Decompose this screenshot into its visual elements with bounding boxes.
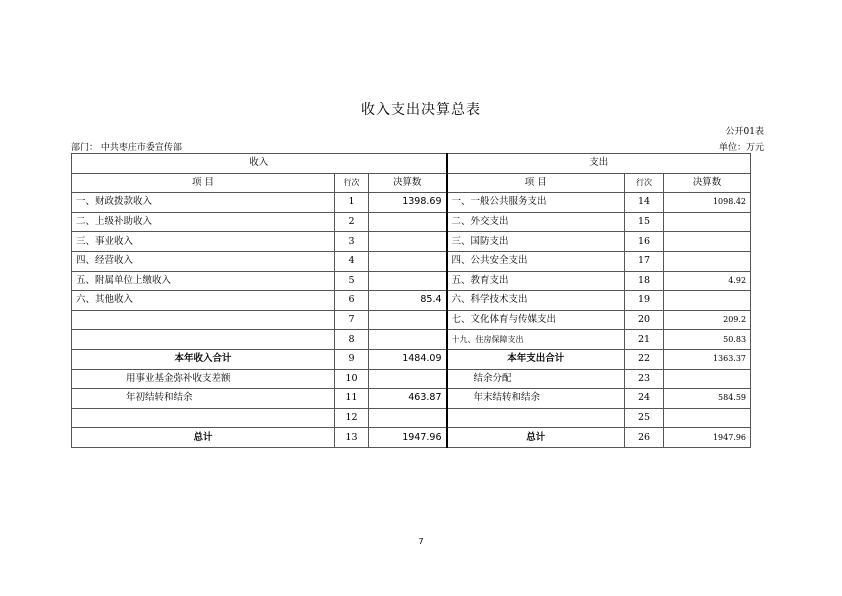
income-line: 13 — [335, 428, 369, 448]
income-total-label: 总计 — [72, 428, 335, 448]
expense-amount — [664, 251, 751, 271]
table-row — [72, 251, 751, 271]
expense-header: 支出 — [447, 154, 751, 174]
table-row — [72, 232, 751, 252]
income-line-header: 行次 — [335, 173, 369, 193]
income-item: 年初结转和结余 — [72, 389, 335, 409]
expense-line: 25 — [625, 408, 664, 428]
document-title: 收入支出决算总表 — [361, 102, 481, 118]
income-item: 五、附属单位上缴收入 — [72, 271, 335, 291]
income-amount — [369, 310, 447, 330]
expense-total-amount: 1947.96 — [664, 428, 751, 448]
income-item: 二、上级补助收入 — [72, 212, 335, 232]
expense-item: 四、公共安全支出 — [447, 251, 625, 271]
income-amount — [369, 251, 447, 271]
expense-item: 三、国防支出 — [447, 232, 625, 252]
expense-item: 五、教育支出 — [447, 271, 625, 291]
income-item — [72, 310, 335, 330]
income-item-header: 项 目 — [72, 173, 335, 193]
expense-subtotal-label: 本年支出合计 — [447, 349, 625, 369]
form-number: 公开01表 — [725, 127, 764, 137]
expense-line-header: 行次 — [625, 173, 664, 193]
table-row — [72, 310, 751, 330]
expense-item: 结余分配 — [447, 369, 625, 389]
expense-amount — [664, 232, 751, 252]
income-expense-table — [71, 153, 751, 448]
income-line: 3 — [335, 232, 369, 252]
table-row — [72, 193, 751, 213]
income-line: 4 — [335, 251, 369, 271]
expense-line: 18 — [625, 271, 664, 291]
expense-item: 十九、住房保障支出 — [447, 330, 625, 350]
income-subtotal-label: 本年收入合计 — [72, 349, 335, 369]
income-line: 11 — [335, 389, 369, 409]
income-amount — [369, 330, 447, 350]
income-amount — [369, 212, 447, 232]
expense-line: 21 — [625, 330, 664, 350]
expense-line: 16 — [625, 232, 664, 252]
expense-amount — [664, 291, 751, 311]
table-row — [72, 428, 751, 448]
table-row — [72, 389, 751, 409]
income-line: 1 — [335, 193, 369, 213]
expense-subtotal-amount: 1363.37 — [664, 349, 751, 369]
income-item: 一、财政拨款收入 — [72, 193, 335, 213]
income-line: 5 — [335, 271, 369, 291]
expense-line: 19 — [625, 291, 664, 311]
department-label: 部门： 中共枣庄市委宣传部 — [71, 143, 182, 153]
income-line: 9 — [335, 349, 369, 369]
income-amount — [369, 408, 447, 428]
expense-amount — [664, 408, 751, 428]
expense-total-label: 总计 — [447, 428, 625, 448]
income-item — [72, 408, 335, 428]
income-line: 12 — [335, 408, 369, 428]
expense-amount — [664, 369, 751, 389]
expense-item: 一、一般公共服务支出 — [447, 193, 625, 213]
expense-amount: 1098.42 — [664, 193, 751, 213]
table-row — [72, 349, 751, 369]
income-item: 六、其他收入 — [72, 291, 335, 311]
income-line: 10 — [335, 369, 369, 389]
expense-line: 22 — [625, 349, 664, 369]
income-item: 三、事业收入 — [72, 232, 335, 252]
expense-line: 23 — [625, 369, 664, 389]
income-line: 2 — [335, 212, 369, 232]
income-item: 四、经营收入 — [72, 251, 335, 271]
expense-line: 20 — [625, 310, 664, 330]
table-row — [72, 212, 751, 232]
income-amount-header: 决算数 — [369, 173, 447, 193]
expense-item — [447, 408, 625, 428]
table-section-header — [72, 154, 751, 174]
table-row — [72, 369, 751, 389]
unit-label: 单位：万元 — [718, 143, 764, 153]
income-total-amount: 1947.96 — [369, 428, 447, 448]
expense-item: 二、外交支出 — [447, 212, 625, 232]
page-number: 7 — [418, 537, 424, 546]
income-amount: 463.87 — [369, 389, 447, 409]
expense-line: 15 — [625, 212, 664, 232]
expense-item: 年末结转和结余 — [447, 389, 625, 409]
income-item — [72, 330, 335, 350]
table-row — [72, 271, 751, 291]
table-row — [72, 330, 751, 350]
expense-amount: 50.83 — [664, 330, 751, 350]
table-row — [72, 291, 751, 311]
income-line: 8 — [335, 330, 369, 350]
income-amount: 85.4 — [369, 291, 447, 311]
expense-line: 24 — [625, 389, 664, 409]
income-item: 用事业基金弥补收支差额 — [72, 369, 335, 389]
expense-amount: 584.59 — [664, 389, 751, 409]
expense-line: 26 — [625, 428, 664, 448]
expense-amount-header: 决算数 — [664, 173, 751, 193]
income-line: 6 — [335, 291, 369, 311]
expense-line: 14 — [625, 193, 664, 213]
expense-line: 17 — [625, 251, 664, 271]
income-amount — [369, 232, 447, 252]
table-row — [72, 408, 751, 428]
expense-item-header: 项 目 — [447, 173, 625, 193]
income-amount: 1398.69 — [369, 193, 447, 213]
income-header: 收入 — [72, 154, 447, 174]
table-column-header — [72, 173, 751, 193]
expense-amount — [664, 212, 751, 232]
income-amount — [369, 369, 447, 389]
income-amount — [369, 271, 447, 291]
income-line: 7 — [335, 310, 369, 330]
income-subtotal-amount: 1484.09 — [369, 349, 447, 369]
expense-amount: 4.92 — [664, 271, 751, 291]
expense-item: 六、科学技术支出 — [447, 291, 625, 311]
expense-item: 七、文化体育与传媒支出 — [447, 310, 625, 330]
expense-amount: 209.2 — [664, 310, 751, 330]
